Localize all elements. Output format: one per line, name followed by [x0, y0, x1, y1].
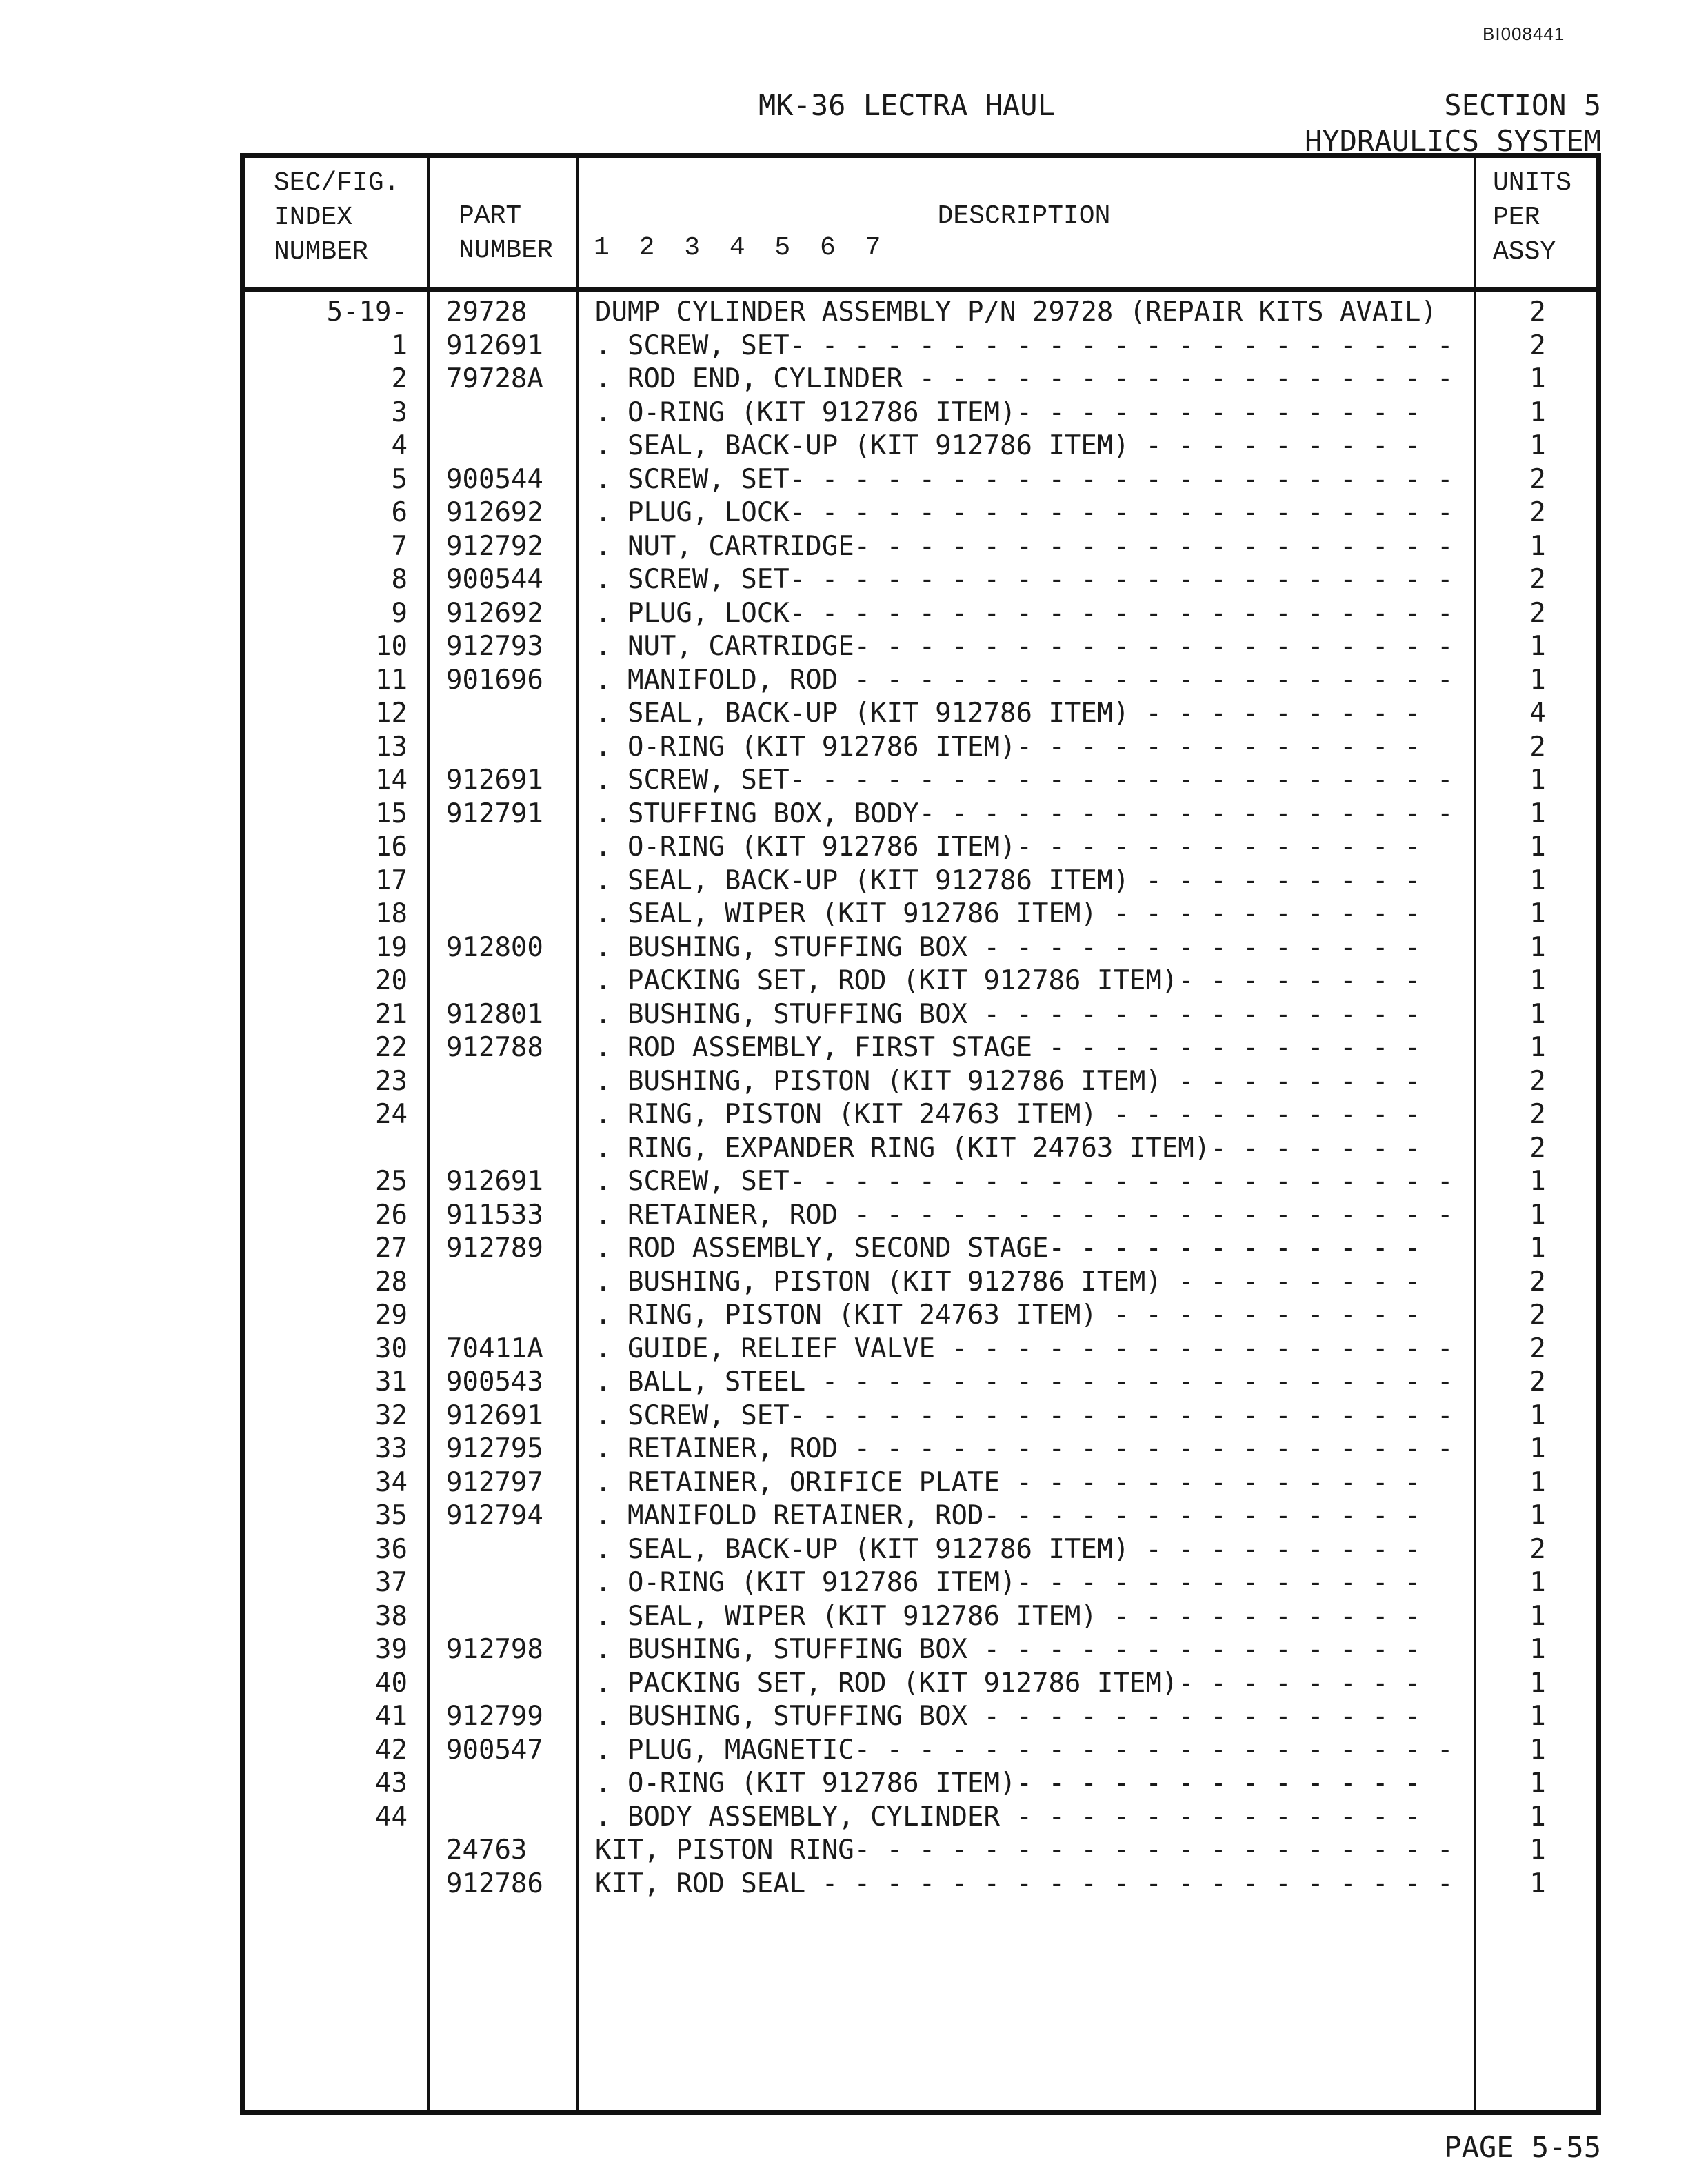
description-cell: . SCREW, SET- - - - - - - - - - - - - - - - - - - - -	[595, 564, 1454, 595]
units-cell: 1	[1529, 965, 1546, 996]
index-cell: 38	[375, 1600, 408, 1632]
table-row	[245, 798, 1596, 831]
units-cell: 1	[1529, 1500, 1546, 1531]
table-row	[245, 1868, 1596, 1901]
table-row	[245, 1399, 1596, 1433]
header-part-number	[459, 199, 553, 268]
header-index-line: NUMBER	[274, 237, 368, 267]
description-cell: KIT, ROD SEAL - - - - - - - - - - - - - - - - - - - -	[595, 1868, 1454, 1899]
description-cell: . SCREW, SET- - - - - - - - - - - - - - - - - - - - -	[595, 765, 1454, 796]
description-cell: . SEAL, WIPER (KIT 912786 ITEM) - - - - - - - - - -	[595, 898, 1421, 929]
table-row	[245, 496, 1596, 530]
units-cell: 1	[1529, 1433, 1546, 1464]
units-cell: 1	[1529, 1199, 1546, 1231]
index-cell: 39	[375, 1634, 408, 1665]
index-cell: 6	[391, 497, 408, 528]
part-number-cell: 912800	[446, 931, 543, 963]
index-cell: 22	[375, 1032, 408, 1063]
units-cell: 1	[1529, 998, 1546, 1030]
description-cell: . PLUG, MAGNETIC- - - - - - - - - - - - - - - - - - -	[595, 1734, 1454, 1766]
description-cell: . SCREW, SET- - - - - - - - - - - - - - - - - - - - -	[595, 1166, 1454, 1197]
table-row	[245, 1466, 1596, 1500]
description-cell: . BODY ASSEMBLY, CYLINDER - - - - - - - - - - - - -	[595, 1801, 1421, 1832]
description-cell: . GUIDE, RELIEF VALVE - - - - - - - - - - - - - - - -	[595, 1333, 1454, 1364]
header-rule	[245, 287, 1596, 292]
index-cell: 9	[391, 597, 408, 629]
index-cell: 40	[375, 1667, 408, 1699]
header-units-line: PER	[1493, 203, 1540, 232]
part-number-cell: 912788	[446, 1032, 543, 1063]
table-row	[245, 931, 1596, 965]
part-number-cell: 912789	[446, 1233, 543, 1264]
part-number-cell: 912691	[446, 1166, 543, 1197]
header-units-line: ASSY	[1493, 237, 1556, 267]
units-cell: 1	[1529, 1801, 1546, 1832]
table-row	[245, 1433, 1596, 1466]
units-cell: 1	[1529, 1701, 1546, 1732]
description-cell: . PLUG, LOCK- - - - - - - - - - - - - - - - - - - - -	[595, 597, 1454, 629]
table-row	[245, 1232, 1596, 1266]
description-cell: . SEAL, BACK-UP (KIT 912786 ITEM) - - - - - - - - -	[595, 698, 1421, 729]
table-row	[245, 1031, 1596, 1065]
table-row	[245, 697, 1596, 731]
index-cell: 42	[375, 1734, 408, 1766]
table-row	[245, 1299, 1596, 1333]
table-row	[245, 1333, 1596, 1366]
units-cell: 2	[1529, 497, 1546, 528]
units-cell: 2	[1529, 731, 1546, 762]
units-cell: 1	[1529, 798, 1546, 829]
units-cell: 4	[1529, 698, 1546, 729]
part-number-cell: 912799	[446, 1701, 543, 1732]
units-cell: 1	[1529, 1734, 1546, 1766]
part-number-cell: 912794	[446, 1500, 543, 1531]
description-cell: . BUSHING, STUFFING BOX - - - - - - - - - - - - - -	[595, 1634, 1421, 1665]
description-cell: . BALL, STEEL - - - - - - - - - - - - - - - - - - - -	[595, 1366, 1454, 1397]
table-row	[245, 998, 1596, 1032]
description-cell: . O-RING (KIT 912786 ITEM)- - - - - - - - - - - - -	[595, 396, 1421, 428]
index-cell: 37	[375, 1567, 408, 1598]
description-cell: . O-RING (KIT 912786 ITEM)- - - - - - - - - - - - -	[595, 831, 1421, 862]
table-row	[245, 1801, 1596, 1834]
units-cell: 1	[1529, 430, 1546, 461]
units-cell: 1	[1529, 1032, 1546, 1063]
units-cell: 1	[1529, 1868, 1546, 1899]
table-row	[245, 731, 1596, 765]
part-number-cell: 900547	[446, 1734, 543, 1766]
part-number-cell: 912786	[446, 1868, 543, 1899]
units-cell: 2	[1529, 1132, 1546, 1164]
index-cell: 8	[391, 564, 408, 595]
table-row	[245, 831, 1596, 865]
table-row	[245, 664, 1596, 698]
description-cell: . SEAL, WIPER (KIT 912786 ITEM) - - - - - - - - - -	[595, 1600, 1421, 1632]
index-cell: 14	[375, 765, 408, 796]
index-cell: 33	[375, 1433, 408, 1464]
table-row	[245, 330, 1596, 363]
part-number-cell: 912792	[446, 530, 543, 562]
index-cell: 29	[375, 1300, 408, 1331]
header-index	[274, 166, 399, 270]
part-number-cell: 900544	[446, 463, 543, 495]
document-id: BI008441	[1483, 23, 1565, 44]
description-cell: . PACKING SET, ROD (KIT 912786 ITEM)- - - - - - - -	[595, 1667, 1421, 1699]
units-cell: 1	[1529, 1768, 1546, 1799]
units-cell: 1	[1529, 1600, 1546, 1632]
description-cell: . ROD ASSEMBLY, SECOND STAGE- - - - - - - - - - - -	[595, 1233, 1421, 1264]
table-row	[245, 898, 1596, 931]
index-cell: 5	[391, 463, 408, 495]
index-cell: 20	[375, 965, 408, 996]
table-row	[245, 1600, 1596, 1634]
index-cell: 41	[375, 1701, 408, 1732]
part-number-cell: 24763	[446, 1834, 528, 1866]
index-cell: 31	[375, 1366, 408, 1397]
units-cell: 1	[1529, 664, 1546, 696]
units-cell: 1	[1529, 865, 1546, 896]
table-row	[245, 630, 1596, 664]
part-number-cell: 912692	[446, 597, 543, 629]
description-cell: . RETAINER, ROD - - - - - - - - - - - - - - - - - - -	[595, 1433, 1454, 1464]
table-row	[245, 1734, 1596, 1768]
header-part-line: NUMBER	[459, 236, 553, 265]
part-number-cell: 900544	[446, 564, 543, 595]
table-row	[245, 1199, 1596, 1233]
part-number-cell: 912791	[446, 798, 543, 829]
part-number-cell: 912691	[446, 1399, 543, 1431]
description-cell: . RING, PISTON (KIT 24763 ITEM) - - - - - - - - - -	[595, 1300, 1421, 1331]
description-cell: . PACKING SET, ROD (KIT 912786 ITEM)- - - - - - - -	[595, 965, 1421, 996]
description-cell: . BUSHING, PISTON (KIT 912786 ITEM) - - - - - - - -	[595, 1266, 1421, 1297]
index-cell: 15	[375, 798, 408, 829]
units-cell: 2	[1529, 597, 1546, 629]
index-cell: 28	[375, 1266, 408, 1297]
document-title: MK-36 LECTRA HAUL	[758, 88, 1055, 122]
units-cell: 2	[1529, 463, 1546, 495]
units-cell: 1	[1529, 1567, 1546, 1598]
header-units	[1493, 166, 1571, 270]
page-number: PAGE 5-55	[1444, 2130, 1601, 2164]
index-cell: 34	[375, 1466, 408, 1498]
header-index-line: SEC/FIG.	[274, 168, 400, 198]
description-cell: KIT, PISTON RING- - - - - - - - - - - - - - - - - - -	[595, 1834, 1454, 1866]
units-cell: 1	[1529, 1634, 1546, 1665]
table-row	[245, 396, 1596, 430]
description-cell: . ROD ASSEMBLY, FIRST STAGE - - - - - - - - - - - -	[595, 1032, 1421, 1063]
units-cell: 1	[1529, 631, 1546, 662]
units-cell: 2	[1529, 1300, 1546, 1331]
table-row	[245, 1499, 1596, 1533]
units-cell: 2	[1529, 1065, 1546, 1097]
part-number-cell: 912793	[446, 631, 543, 662]
section-number: SECTION 5	[1444, 88, 1601, 122]
part-number-cell: 912692	[446, 497, 543, 528]
table-row	[245, 1633, 1596, 1667]
units-cell: 1	[1529, 396, 1546, 428]
table-row	[245, 1266, 1596, 1300]
index-cell: 13	[375, 731, 408, 762]
table-row	[245, 1834, 1596, 1868]
description-cell: . SEAL, BACK-UP (KIT 912786 ITEM) - - - - - - - - -	[595, 865, 1421, 896]
part-number-cell: 912801	[446, 998, 543, 1030]
table-row	[245, 1165, 1596, 1199]
section-name: HYDRAULICS SYSTEM	[1305, 124, 1601, 158]
part-number-cell: 79728A	[446, 363, 543, 394]
description-cell: . NUT, CARTRIDGE- - - - - - - - - - - - - - - - - - -	[595, 530, 1454, 562]
table-row	[245, 1566, 1596, 1600]
description-cell: . RETAINER, ORIFICE PLATE - - - - - - - - - - - - -	[595, 1466, 1421, 1498]
table-body	[245, 296, 1596, 1901]
table-row	[245, 296, 1596, 330]
index-cell: 3	[391, 396, 408, 428]
description-cell: . O-RING (KIT 912786 ITEM)- - - - - - - - - - - - -	[595, 1567, 1421, 1598]
units-cell: 1	[1529, 1667, 1546, 1699]
units-cell: 2	[1529, 330, 1546, 361]
description-cell: . SEAL, BACK-UP (KIT 912786 ITEM) - - - - - - - - -	[595, 430, 1421, 461]
table-row	[245, 1065, 1596, 1099]
table-row	[245, 1533, 1596, 1567]
description-cell: . PLUG, LOCK- - - - - - - - - - - - - - - - - - - - -	[595, 497, 1454, 528]
index-cell: 17	[375, 865, 408, 896]
index-cell: 11	[375, 664, 408, 696]
table-row	[245, 563, 1596, 597]
units-cell: 1	[1529, 1399, 1546, 1431]
description-cell: . RING, EXPANDER RING (KIT 24763 ITEM)- - - - - - -	[595, 1132, 1421, 1164]
header-description: DESCRIPTION	[937, 201, 1111, 231]
index-cell: 10	[375, 631, 408, 662]
units-cell: 2	[1529, 1333, 1546, 1364]
table-row	[245, 530, 1596, 564]
header-index-line: INDEX	[274, 203, 353, 232]
index-cell: 2	[391, 363, 408, 394]
part-number-cell: 70411A	[446, 1333, 543, 1364]
table-row	[245, 1767, 1596, 1801]
index-cell: 21	[375, 998, 408, 1030]
index-cell: 44	[375, 1801, 408, 1832]
description-cell: . RING, PISTON (KIT 24763 ITEM) - - - - - - - - - -	[595, 1099, 1421, 1130]
index-cell: 26	[375, 1199, 408, 1231]
table-row	[245, 463, 1596, 497]
index-cell: 27	[375, 1233, 408, 1264]
table-row	[245, 764, 1596, 798]
units-cell: 2	[1529, 1099, 1546, 1130]
part-number-cell: 900543	[446, 1366, 543, 1397]
units-cell: 2	[1529, 296, 1546, 327]
description-cell: DUMP CYLINDER ASSEMBLY P/N 29728 (REPAIR KITS AVAIL)	[595, 296, 1437, 327]
table-row	[245, 1098, 1596, 1132]
index-cell: 18	[375, 898, 408, 929]
units-cell: 1	[1529, 898, 1546, 929]
units-cell: 1	[1529, 931, 1546, 963]
index-cell: 1	[391, 330, 408, 361]
index-cell: 25	[375, 1166, 408, 1197]
description-cell: . BUSHING, PISTON (KIT 912786 ITEM) - - - - - - - -	[595, 1065, 1421, 1097]
description-cell: . SEAL, BACK-UP (KIT 912786 ITEM) - - - - - - - - -	[595, 1533, 1421, 1565]
part-number-cell: 911533	[446, 1199, 543, 1231]
units-cell: 1	[1529, 363, 1546, 394]
index-cell: 24	[375, 1099, 408, 1130]
units-cell: 1	[1529, 1233, 1546, 1264]
header-part-line: PART	[459, 201, 522, 231]
description-cell: . ROD END, CYLINDER - - - - - - - - - - - - - - - - -	[595, 363, 1454, 394]
table-row	[245, 1132, 1596, 1166]
table-row	[245, 1366, 1596, 1399]
table-row	[245, 1700, 1596, 1734]
units-cell: 1	[1529, 831, 1546, 862]
description-cell: . NUT, CARTRIDGE- - - - - - - - - - - - - - - - - - -	[595, 631, 1454, 662]
index-cell: 16	[375, 831, 408, 862]
units-cell: 1	[1529, 1166, 1546, 1197]
description-cell: . MANIFOLD RETAINER, ROD- - - - - - - - - - - - - -	[595, 1500, 1421, 1531]
table-row	[245, 429, 1596, 463]
units-cell: 1	[1529, 1834, 1546, 1866]
description-cell: . BUSHING, STUFFING BOX - - - - - - - - - - - - - -	[595, 998, 1421, 1030]
index-cell: 36	[375, 1533, 408, 1565]
units-cell: 2	[1529, 564, 1546, 595]
index-cell: 12	[375, 698, 408, 729]
parts-table	[240, 153, 1601, 2115]
index-cell: 23	[375, 1065, 408, 1097]
description-cell: . RETAINER, ROD - - - - - - - - - - - - - - - - - - -	[595, 1199, 1454, 1231]
part-number-cell: 912691	[446, 330, 543, 361]
table-row	[245, 597, 1596, 631]
index-cell: 32	[375, 1399, 408, 1431]
index-cell: 30	[375, 1333, 408, 1364]
table-row	[245, 865, 1596, 898]
units-cell: 1	[1529, 530, 1546, 562]
part-number-cell: 912798	[446, 1634, 543, 1665]
description-cell: . O-RING (KIT 912786 ITEM)- - - - - - - - - - - - -	[595, 1768, 1421, 1799]
index-cell: 35	[375, 1500, 408, 1531]
description-cell: . BUSHING, STUFFING BOX - - - - - - - - - - - - - -	[595, 931, 1421, 963]
description-cell: . SCREW, SET- - - - - - - - - - - - - - - - - - - - -	[595, 330, 1454, 361]
part-number-cell: 912797	[446, 1466, 543, 1498]
part-number-cell: 29728	[446, 296, 528, 327]
header-units-line: UNITS	[1493, 168, 1572, 198]
index-cell: 19	[375, 931, 408, 963]
index-cell: 5-19-	[326, 296, 408, 327]
units-cell: 1	[1529, 765, 1546, 796]
description-cell: . BUSHING, STUFFING BOX - - - - - - - - - - - - - -	[595, 1701, 1421, 1732]
units-cell: 2	[1529, 1366, 1546, 1397]
description-cell: . SCREW, SET- - - - - - - - - - - - - - - - - - - - -	[595, 1399, 1454, 1431]
table-row	[245, 1667, 1596, 1701]
index-cell: 4	[391, 430, 408, 461]
index-cell: 43	[375, 1768, 408, 1799]
units-cell: 2	[1529, 1533, 1546, 1565]
description-cell: . MANIFOLD, ROD - - - - - - - - - - - - - - - - - - -	[595, 664, 1454, 696]
description-cell: . STUFFING BOX, BODY- - - - - - - - - - - - - - - - -	[595, 798, 1454, 829]
table-row	[245, 363, 1596, 396]
part-number-cell: 912691	[446, 765, 543, 796]
units-cell: 1	[1529, 1466, 1546, 1498]
table-row	[245, 964, 1596, 998]
description-cell: . SCREW, SET- - - - - - - - - - - - - - - - - - - - -	[595, 463, 1454, 495]
units-cell: 2	[1529, 1266, 1546, 1297]
header-indent-digits: 1 2 3 4 5 6 7	[594, 233, 888, 263]
part-number-cell: 912795	[446, 1433, 543, 1464]
description-cell: . O-RING (KIT 912786 ITEM)- - - - - - - - - - - - -	[595, 731, 1421, 762]
index-cell: 7	[391, 530, 408, 562]
part-number-cell: 901696	[446, 664, 543, 696]
